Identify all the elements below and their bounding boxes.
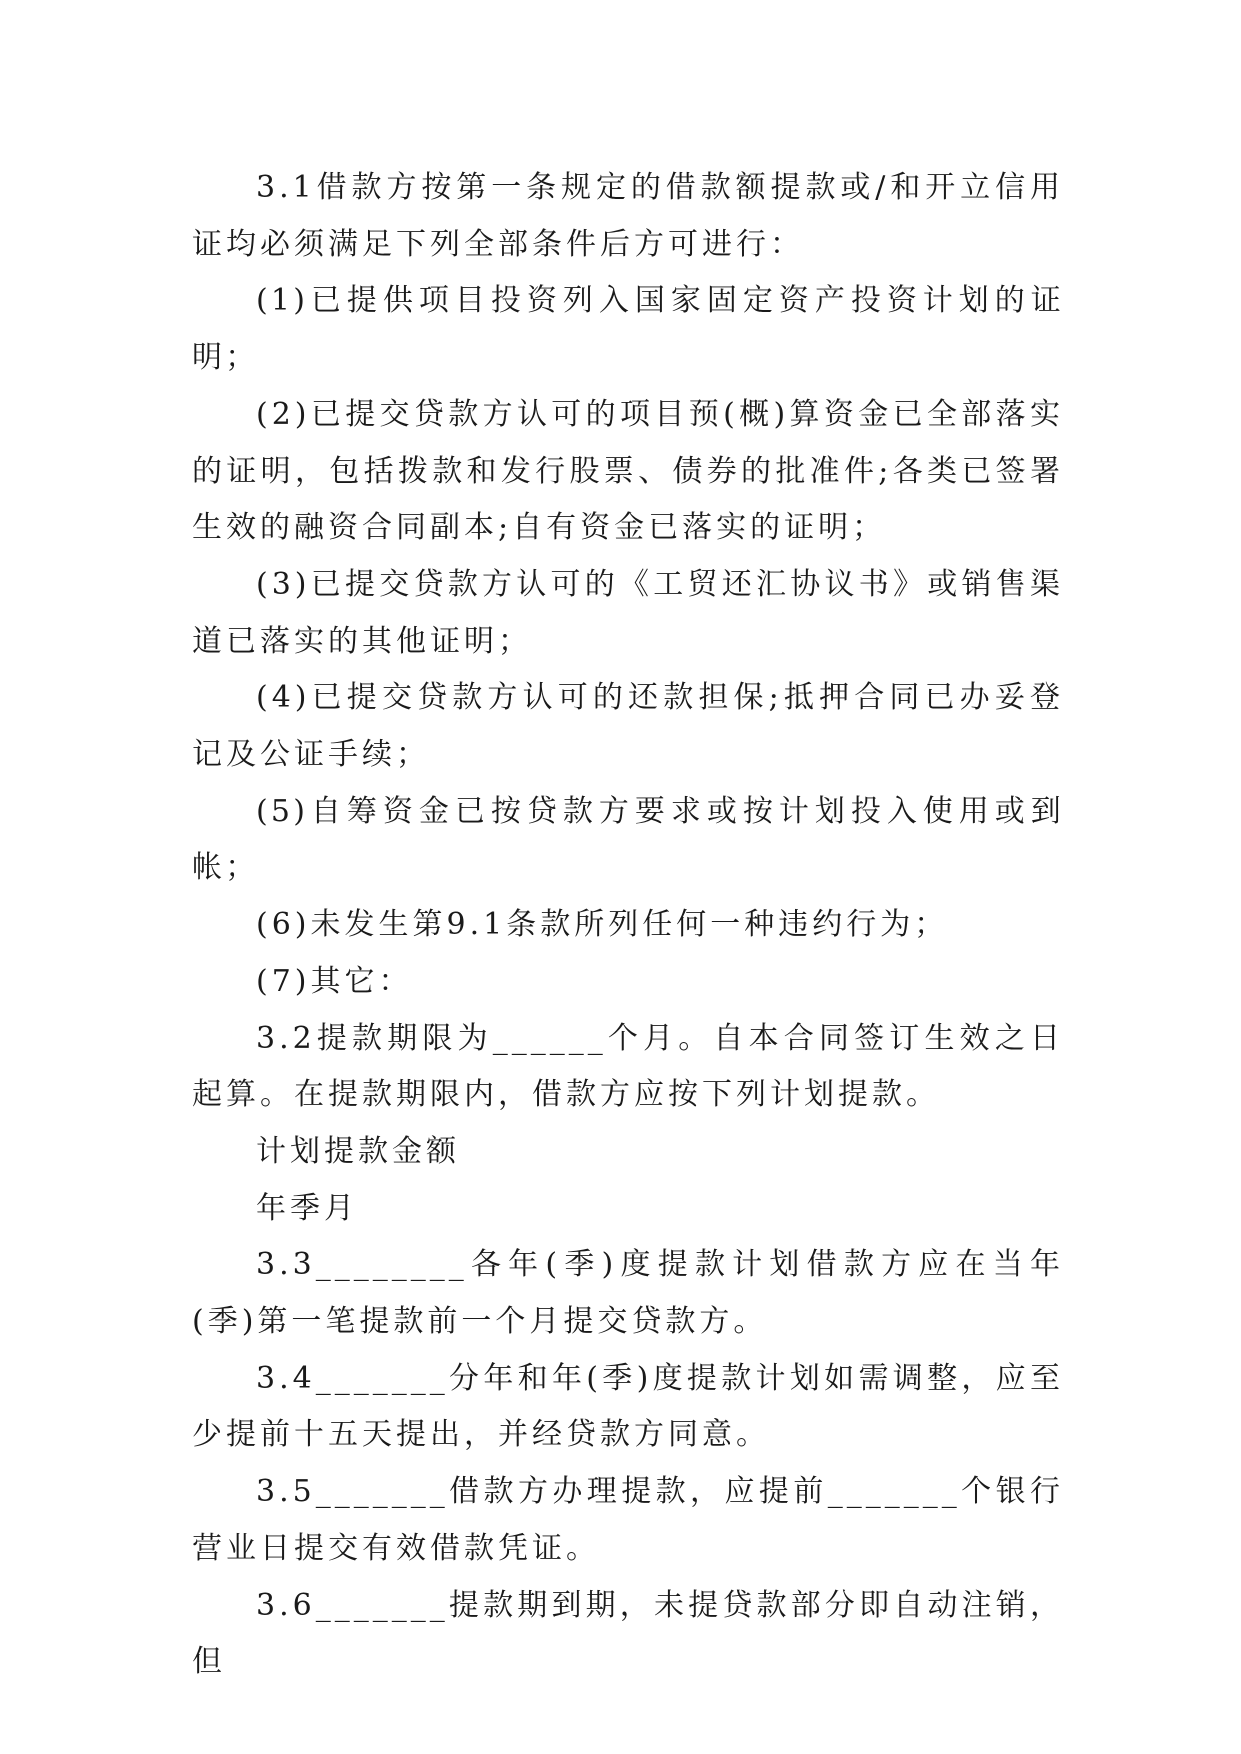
plan-period: 年季月	[256, 1190, 358, 1226]
paragraph-3-1: 3.1借款方按第一条规定的借款额提款或/和开立信用证均必须满足下列全部条件后方可进行：	[192, 170, 1064, 262]
paragraph-item-1: (1)已提供项目投资列入国家固定资产投资计划的证明；	[192, 283, 1064, 376]
paragraph-item-5: (5)自筹资金已按贷款方要求或按计划投入使用或到帐；	[192, 793, 1064, 886]
paragraph-item-6: (6)未发生第9.1条款所列任何一种违约行为；	[256, 907, 949, 943]
paragraph-item-2: (2)已提交贷款方认可的项目预(概)算资金已全部落实的证明，包括拨款和发行股票、债券的批准件;各类已签署生效的融资合同副本;自有资金已落实的证明；	[192, 396, 1064, 546]
paragraph-3-4: 3.4_______分年和年(季)度提款计划如需调整，应至少提前十五天提出，并经贷款方同意。	[192, 1360, 1064, 1453]
paragraph-3-6: 3.6_______提款期到期，未提贷款部分即自动注销，但	[192, 1587, 1064, 1680]
paragraph-3-3: 3.3________各年(季)度提款计划借款方应在当年(季)第一笔提款前一个月提交贷款方。	[192, 1247, 1064, 1340]
document-body	[192, 160, 1064, 1691]
paragraph-item-4: (4)已提交贷款方认可的还款担保;抵押合同已办妥登记及公证手续；	[192, 680, 1064, 773]
paragraph-item-7: (7)其它：	[256, 963, 413, 999]
plan-heading: 计划提款金额	[256, 1133, 460, 1169]
paragraph-item-3: (3)已提交贷款方认可的《工贸还汇协议书》或销售渠道已落实的其他证明；	[192, 566, 1064, 659]
paragraph-3-2: 3.2提款期限为______个月。自本合同签订生效之日起算。在提款期限内，借款方应按下列计划提款。	[192, 1020, 1064, 1113]
paragraph-3-5: 3.5_______借款方办理提款，应提前_______个银行营业日提交有效借款凭证。	[192, 1474, 1064, 1566]
